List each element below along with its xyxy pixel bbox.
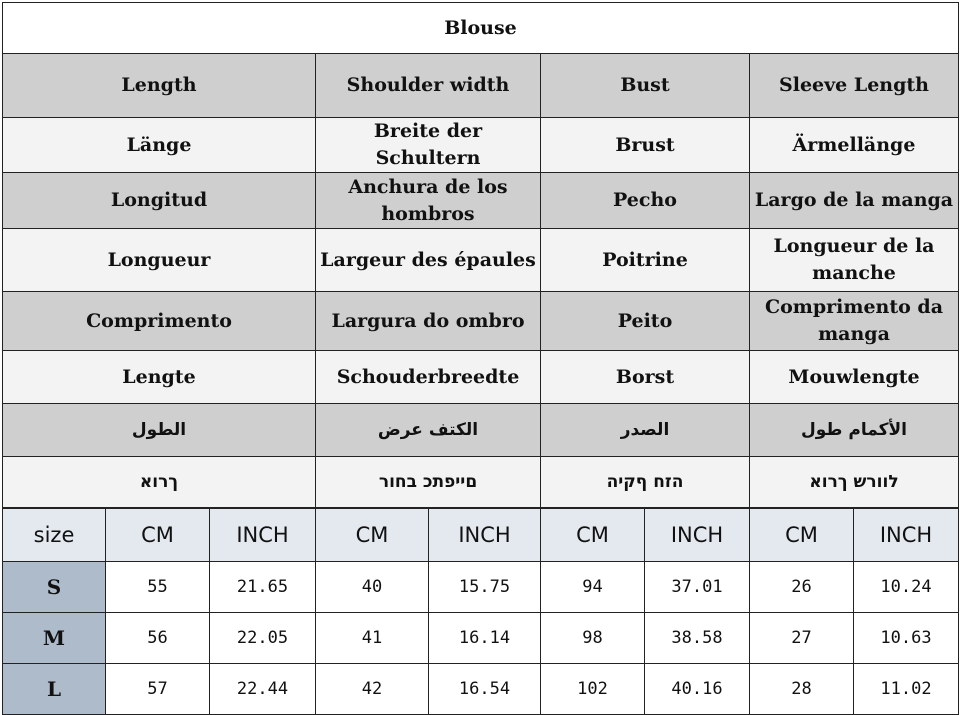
size-row-l	[3, 664, 959, 715]
label-length: الطول	[3, 404, 316, 457]
label-length: Lengte	[3, 351, 316, 404]
label-row-german	[3, 118, 959, 173]
label-shoulder: Shoulder width	[316, 54, 541, 118]
label-shoulder: Largura do ombro	[316, 292, 541, 351]
label-row-spanish	[3, 173, 959, 229]
label-shoulder: Schouderbreedte	[316, 351, 541, 404]
value-cell: 55	[106, 562, 210, 613]
label-row-arabic	[3, 404, 959, 457]
value-cell: 41	[316, 613, 429, 664]
label-bust: Peito	[541, 292, 750, 351]
label-row-portuguese	[3, 292, 959, 351]
unit-header: CM	[316, 509, 429, 562]
unit-header-row	[3, 509, 959, 562]
unit-header: CM	[106, 509, 210, 562]
label-sleeve: Longueur de la manche	[750, 229, 959, 292]
value-cell: 57	[106, 664, 210, 715]
label-bust: Brust	[541, 118, 750, 173]
label-length: Comprimento	[3, 292, 316, 351]
label-length: ךרוא	[3, 457, 316, 508]
label-length: Länge	[3, 118, 316, 173]
measurement-labels-table	[2, 2, 959, 508]
label-row-hebrew	[3, 457, 959, 508]
value-cell: 27	[750, 613, 854, 664]
label-bust: הזח ףקיה	[541, 457, 750, 508]
value-cell: 56	[106, 613, 210, 664]
unit-header: INCH	[854, 509, 959, 562]
label-shoulder: Anchura de los hombros	[316, 173, 541, 229]
value-cell: 10.63	[854, 613, 959, 664]
label-length: Longueur	[3, 229, 316, 292]
label-sleeve: Comprimento da manga	[750, 292, 959, 351]
label-sleeve: לוורש ךרוא	[750, 457, 959, 508]
label-length: Length	[3, 54, 316, 118]
label-bust: Borst	[541, 351, 750, 404]
value-cell: 40	[316, 562, 429, 613]
label-shoulder: Breite der Schultern	[316, 118, 541, 173]
value-cell: 10.24	[854, 562, 959, 613]
value-cell: 26	[750, 562, 854, 613]
label-bust: الصدر	[541, 404, 750, 457]
title-row	[3, 3, 959, 54]
value-cell: 102	[541, 664, 645, 715]
label-sleeve: الأكمام طول	[750, 404, 959, 457]
value-cell: 98	[541, 613, 645, 664]
value-cell: 37.01	[645, 562, 750, 613]
value-cell: 42	[316, 664, 429, 715]
unit-header: CM	[750, 509, 854, 562]
size-cell: S	[3, 562, 106, 613]
label-bust: Pecho	[541, 173, 750, 229]
label-row-french	[3, 229, 959, 292]
unit-header: INCH	[210, 509, 316, 562]
label-shoulder: םייפתכ בחור	[316, 457, 541, 508]
value-cell: 22.44	[210, 664, 316, 715]
unit-header: INCH	[645, 509, 750, 562]
size-column-header: size	[3, 509, 106, 562]
value-cell: 40.16	[645, 664, 750, 715]
value-cell: 11.02	[854, 664, 959, 715]
size-row-s	[3, 562, 959, 613]
value-cell: 38.58	[645, 613, 750, 664]
value-cell: 22.05	[210, 613, 316, 664]
label-sleeve: Ärmellänge	[750, 118, 959, 173]
label-sleeve: Sleeve Length	[750, 54, 959, 118]
value-cell: 15.75	[429, 562, 541, 613]
label-bust: Poitrine	[541, 229, 750, 292]
label-row-english	[3, 54, 959, 118]
unit-header: CM	[541, 509, 645, 562]
label-shoulder: الكتف عرض	[316, 404, 541, 457]
unit-header: INCH	[429, 509, 541, 562]
label-bust: Bust	[541, 54, 750, 118]
size-row-m	[3, 613, 959, 664]
size-cell: M	[3, 613, 106, 664]
label-sleeve: Mouwlengte	[750, 351, 959, 404]
label-length: Longitud	[3, 173, 316, 229]
value-cell: 28	[750, 664, 854, 715]
value-cell: 16.14	[429, 613, 541, 664]
value-cell: 94	[541, 562, 645, 613]
label-shoulder: Largeur des épaules	[316, 229, 541, 292]
value-cell: 16.54	[429, 664, 541, 715]
label-sleeve: Largo de la manga	[750, 173, 959, 229]
size-cell: L	[3, 664, 106, 715]
value-cell: 21.65	[210, 562, 316, 613]
chart-title: Blouse	[3, 3, 959, 54]
label-row-dutch	[3, 351, 959, 404]
size-measurements-table	[2, 508, 959, 715]
